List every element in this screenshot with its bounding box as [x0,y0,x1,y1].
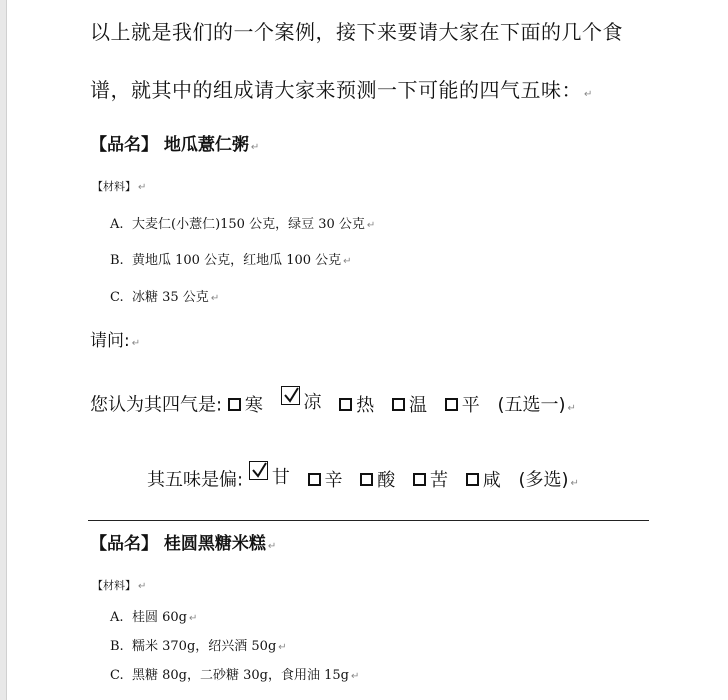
dish2-materials-label: 【材料】 ↵ [92,579,147,592]
wei-option-bitter[interactable]: 苦 [413,466,448,492]
intro-line-1: 以上就是我们的一个案例，接下来要请大家在下面的几个食 [90,20,623,44]
checkbox-unchecked[interactable] [466,473,479,486]
checkbox-checked[interactable] [249,461,268,480]
question-label: 请问: ↵ [90,331,141,351]
dish1-item-c: C. 冰糖 35 公克 ↵ [110,290,220,305]
checkbox-checked[interactable] [281,386,300,405]
wei-option-pungent[interactable]: 辛 [308,466,343,492]
dish2-item-c: C. 黑糖 80g，二砂糖 30g，食用油 15g ↵ [110,668,360,683]
dish2-title: 【品名】 桂圆黑糖米糕 ↵ [90,534,277,554]
five-wei-note: (多选) [518,469,569,491]
dish2-item-b: B. 糯米 370g，绍兴酒 50g ↵ [110,639,287,654]
dish2-item-a: A. 桂圆 60g ↵ [110,610,198,625]
four-qi-note: (五选一) [497,394,566,416]
five-wei-prefix: 其五味是偏: [147,469,244,491]
section-divider [88,520,649,521]
wei-option-sweet[interactable]: 甘 [249,463,290,489]
page-edge [0,0,7,700]
dish1-item-a: A. 大麦仁(小薏仁)150 公克，绿豆 30 公克 ↵ [110,217,376,232]
checkbox-unchecked[interactable] [392,398,405,411]
dish1-item-b: B. 黄地瓜 100 公克，红地瓜 100 公克 ↵ [110,253,352,268]
wei-option-salty[interactable]: 咸 [466,466,501,492]
checkbox-unchecked[interactable] [360,473,373,486]
checkbox-unchecked[interactable] [339,398,352,411]
four-qi-prefix: 您认为其四气是: [90,394,223,416]
checkbox-unchecked[interactable] [228,398,241,411]
qi-option-warm[interactable]: 温 [392,391,427,417]
five-wei-row: 其五味是偏: 甘 辛 酸 苦 咸 (多选) ↵ [147,463,579,492]
dish1-materials-label: 【材料】 ↵ [92,180,147,193]
intro-line-2: 谱，就其中的组成请大家来预测一下可能的四气五味： ↵ [90,78,593,102]
four-qi-row: 您认为其四气是: 寒 凉 热 温 平 (五选一) ↵ [90,388,576,417]
qi-option-cool[interactable]: 凉 [281,388,322,414]
dish1-title: 【品名】 地瓜薏仁粥 ↵ [90,135,260,155]
wei-option-sour[interactable]: 酸 [360,466,395,492]
qi-option-hot[interactable]: 热 [339,391,374,417]
qi-option-neutral[interactable]: 平 [445,391,480,417]
checkbox-unchecked[interactable] [445,398,458,411]
qi-option-cold[interactable]: 寒 [228,391,263,417]
checkbox-unchecked[interactable] [308,473,321,486]
checkbox-unchecked[interactable] [413,473,426,486]
